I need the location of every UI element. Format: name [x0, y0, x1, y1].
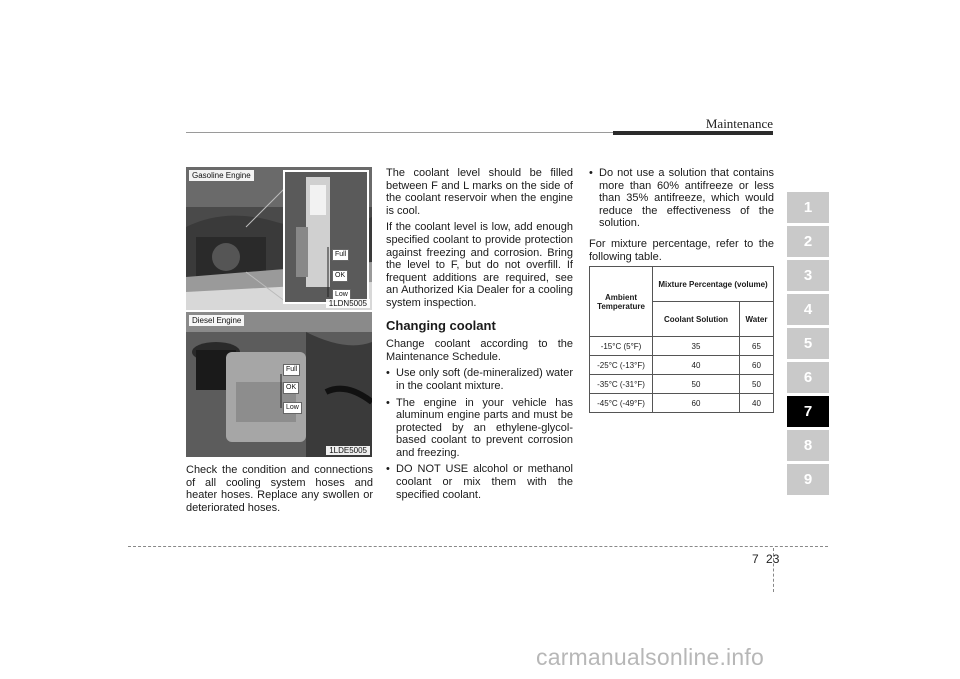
temperature-cell: -35°C (-31°F): [590, 375, 653, 394]
mixture-reference-paragraph: For mixture percentage, refer to the following table.: [589, 237, 774, 263]
list-item: • Do not use a solution that contains more than 60% antifreeze or less than 35% antifreeze, which would reduce the effectiveness of the solution.: [589, 167, 774, 230]
page-number-value: 23: [766, 552, 780, 566]
coolant-bullet-list: [386, 367, 573, 501]
chapter-tab-1[interactable]: 1: [787, 192, 829, 223]
watermark: carmanualsonline.info: [536, 644, 764, 670]
chapter-tab-8[interactable]: 8: [787, 430, 829, 461]
coolant-level-paragraph: The coolant level should be filled between F and L marks on the side of the coolant reservoir when the engine is cool.: [386, 167, 573, 217]
water-header: Water: [740, 302, 774, 337]
diesel-engine-photo: [186, 312, 372, 457]
chapter-tab-7[interactable]: 7: [787, 396, 829, 427]
water-cell: 40: [740, 394, 774, 413]
coolant-cell: 35: [653, 337, 740, 356]
chapter-tab-3[interactable]: 3: [787, 260, 829, 291]
table-row: [590, 356, 774, 375]
mixture-percentage-header: Mixture Percentage (volume): [653, 267, 774, 302]
chapter-tab-2[interactable]: 2: [787, 226, 829, 257]
water-cell: 50: [740, 375, 774, 394]
diesel-engine-illustration: [186, 312, 372, 457]
gasoline-photo-code: 1LDN5005: [326, 299, 370, 308]
hose-check-paragraph: Check the condition and connections of all cooling system hoses and heater hoses. Replace any swollen or deteriorated hoses.: [186, 464, 373, 514]
chapter-number: 7: [752, 552, 759, 566]
chapter-tab-9[interactable]: 9: [787, 464, 829, 495]
chapter-tab-4[interactable]: 4: [787, 294, 829, 325]
gasoline-level-full: Full: [332, 249, 349, 261]
mixture-percentage-table: [589, 266, 774, 413]
changing-coolant-heading: Changing coolant: [386, 317, 496, 333]
gasoline-level-low: Low: [332, 289, 351, 301]
section-header-title: Maintenance: [705, 116, 773, 131]
column-2-text: [386, 167, 573, 505]
list-item: • Use only soft (de-mineralized) water in the coolant mixture.: [386, 367, 573, 392]
table-row: [590, 337, 774, 356]
table-row: [590, 375, 774, 394]
temperature-cell: -45°C (-49°F): [590, 394, 653, 413]
chapter-tabs: [787, 192, 829, 498]
temperature-cell: -25°C (-13°F): [590, 356, 653, 375]
gasoline-engine-photo: [186, 167, 372, 310]
diesel-photo-caption: Diesel Engine: [189, 315, 244, 326]
diesel-level-low: Low: [283, 402, 302, 414]
change-coolant-paragraph: Change coolant according to the Maintenance Schedule.: [386, 338, 573, 363]
coolant-cell: 50: [653, 375, 740, 394]
page-number: [752, 552, 779, 566]
water-cell: 60: [740, 356, 774, 375]
diesel-photo-code: 1LDE5005: [326, 446, 370, 455]
header-rule-accent: [613, 131, 773, 135]
ambient-temperature-header: Ambient Temperature: [590, 267, 653, 337]
diesel-level-full: Full: [283, 364, 300, 376]
table-row: [590, 394, 774, 413]
gasoline-photo-caption: Gasoline Engine: [189, 170, 254, 181]
chapter-tab-5[interactable]: 5: [787, 328, 829, 359]
column-3-text: [589, 167, 774, 267]
antifreeze-bullet-list: [589, 167, 774, 230]
coolant-cell: 60: [653, 394, 740, 413]
coolant-low-paragraph: If the coolant level is low, add enough specified coolant to provide protection against freezing and corrosion. Bring the level to F, but do not overfill. If frequent additions are required, see an Authorized Kia Dealer for a cooling system inspection.: [386, 221, 573, 309]
column-1-text: [186, 464, 373, 518]
gasoline-level-ok: OK: [332, 270, 348, 282]
footer-rule: [128, 546, 828, 547]
list-item: • DO NOT USE alcohol or methanol coolant or mix them with the specified coolant.: [386, 463, 573, 501]
list-item: • The engine in your vehicle has aluminum engine parts and must be protected by an ethylene-glycol-based coolant to prevent corrosion and freezing.: [386, 397, 573, 460]
diesel-level-ok: OK: [283, 382, 299, 394]
water-cell: 65: [740, 337, 774, 356]
coolant-solution-header: Coolant Solution: [653, 302, 740, 337]
temperature-cell: -15°C (5°F): [590, 337, 653, 356]
chapter-tab-6[interactable]: 6: [787, 362, 829, 393]
coolant-cell: 40: [653, 356, 740, 375]
